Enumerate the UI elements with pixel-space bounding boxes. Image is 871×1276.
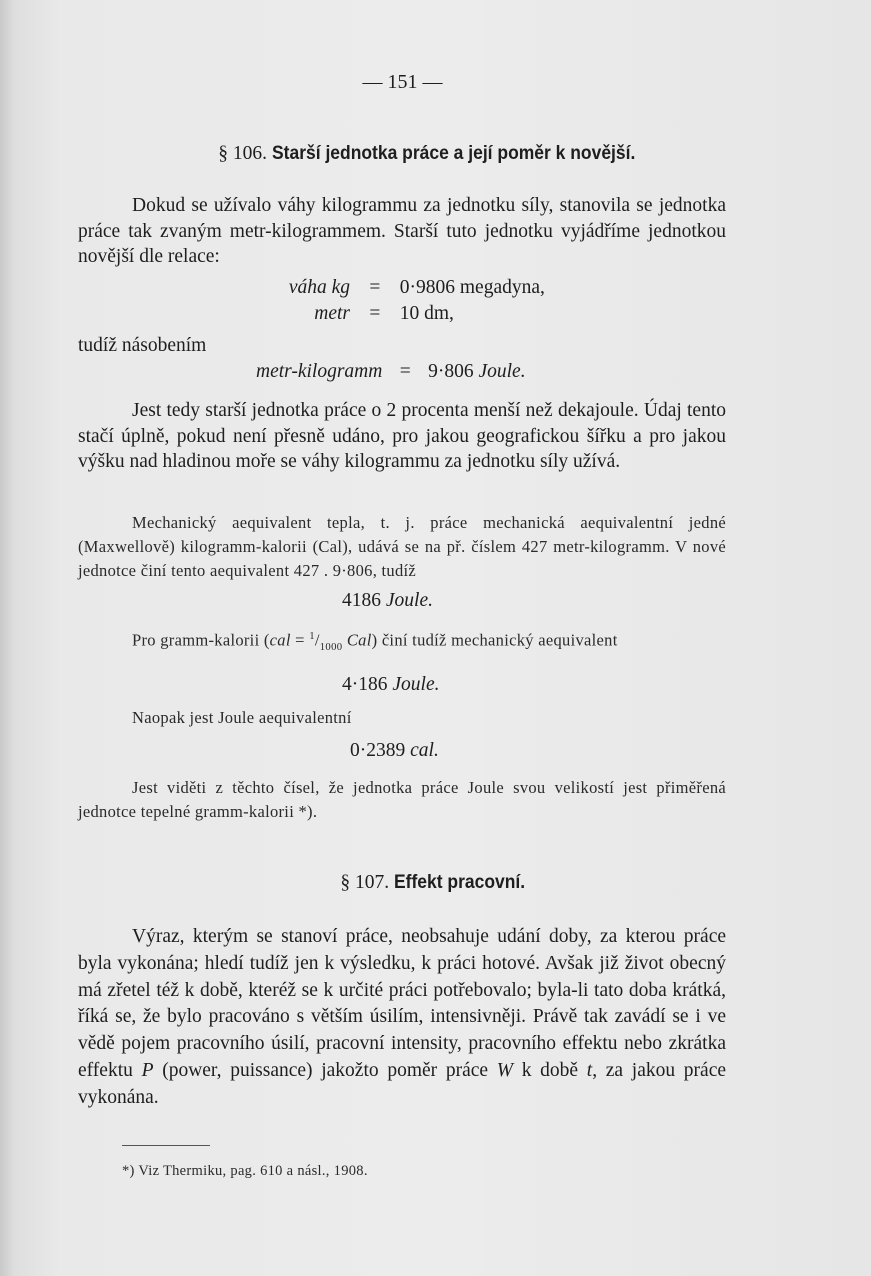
para3-t: t (586, 1059, 593, 1081)
paragraph-1-text: Dokud se užívalo váhy kilogrammu za jednotku síly, stanovila se jednotka práce tak zvaným metr-kilogrammem. Starší tuto jednotku vyjádříme jednotkou novější dle relace: (78, 195, 726, 267)
paragraph-1 (78, 193, 726, 270)
eq4-unit: Joule. (385, 590, 433, 611)
para3-part-d: , za jakou práce vykonána. (78, 1059, 727, 1108)
small-paragraph-1-text: Mechanický aequivalent tepla, t. j. práce mechanická aequivalentní jedné (Maxwellově) kilogramm-kalorii (Cal), udává se na př. číslem 427 metr-kilogramm. V nové jednotce činí tento aequivalent 427 . 9·806, tudíž (78, 513, 726, 580)
eq2-equals: = (369, 303, 381, 324)
equation-4 (342, 590, 433, 612)
footnote-rule (122, 1145, 210, 1146)
eq3-unit: Joule. (478, 361, 526, 382)
small2-cal: cal (269, 630, 291, 650)
section-106-title: Starší jednotka práce a její poměr k novější. (271, 143, 636, 164)
section-106-heading (40, 143, 845, 165)
small2-part-a: Pro gramm-kalorii ( (132, 630, 270, 650)
section-107-number: § 107. (340, 872, 390, 893)
paragraph-3 (78, 924, 726, 1112)
para3-P: P (141, 1059, 154, 1081)
eq5-unit: Joule. (392, 674, 440, 695)
equation-6 (350, 740, 439, 762)
equation-3 (256, 361, 526, 383)
section-107-heading (36, 872, 841, 894)
small-paragraph-4-text: Jest viděti z těchto čísel, že jednotka práce Joule svou velikostí jest přiměřená jednotce tepelné gramm-kalorii *). (78, 778, 726, 821)
small-paragraph-3-text: Naopak jest Joule aequivalentní (132, 708, 352, 727)
small2-numerator: 1 (309, 630, 315, 642)
eq5-value: 4·186 (342, 674, 388, 695)
small-paragraph-2 (78, 624, 726, 659)
footnote: *) Viz Thermiku, pag. 610 a násl., 1908. (122, 1163, 368, 1179)
paragraph-2-text: Jest tedy starší jednotka práce o 2 procenta menší než dekajoule. Údaj tento stačí úplně, pokud není přesně udáno, pro jakou geografickou šířku a pro jakou výšku nad hladinou moře se váhy kilogrammu za jednotku síly užívá. (78, 400, 726, 472)
eq6-unit: cal. (410, 740, 439, 761)
eq3-value: 9·806 (428, 361, 474, 382)
small-paragraph-4 (78, 776, 726, 824)
small-paragraph-3 (78, 706, 726, 730)
paragraph-2 (78, 398, 726, 475)
small2-denominator: 1000 (319, 640, 343, 653)
para3-part-b: (power, puissance) jakožto poměr práce (153, 1059, 497, 1081)
para3-W: W (496, 1059, 513, 1081)
para3-part-a: Výraz, kterým se stanoví práce, neobsahuje udání doby, za kterou práce byla vykonána; hledí tudíž jen k výsledku, k práci hotové. Avšak již život obecný má zřetel též k době, kteréž se k určité práci potřebovalo; byla-li tato doba krátká, říká se, že bylo pracováno s větším úsilím, intensivněji. Právě tak zavádí se i ve vědě pojem pracovního úsilí, pracovní intensity, pracovního effektu nebo zkrátka effektu (78, 926, 726, 1081)
para3-part-c: k době (513, 1059, 587, 1081)
equation-2 (256, 303, 556, 325)
paragraph-3-text (78, 924, 726, 1112)
eq1-left: váha kg (288, 277, 350, 298)
small2-part-b: ) činí tudíž mechanický aequivalent (371, 630, 618, 650)
eq3-equals: = (399, 361, 411, 382)
eq2-right: 10 dm, (399, 303, 454, 324)
tudiz-nasobenim: tudíž násobením (78, 335, 207, 356)
section-107-title: Effekt pracovní. (394, 872, 526, 893)
eq3-left: metr-kilogramm (256, 361, 383, 382)
eq6-value: 0·2389 (350, 740, 406, 761)
small2-Cal: Cal (346, 630, 372, 650)
equation-1 (256, 277, 556, 299)
eq1-right: 0·9806 megadyna, (399, 277, 545, 298)
small-paragraph-2-text: Pro gramm-kalorii ($cal = ^1/_{1000}$ Cal) činí tudíž mechanický aequivalent (132, 630, 618, 653)
eq1-equals: = (369, 277, 381, 298)
small-paragraph-1 (78, 511, 726, 583)
eq4-value: 4186 (342, 590, 381, 611)
page-number: — 151 — (362, 71, 443, 93)
eq2-left: metr (314, 303, 350, 324)
section-106-number: § 106. (218, 143, 267, 164)
small2-equals: = (290, 630, 310, 650)
equation-5 (342, 674, 439, 696)
